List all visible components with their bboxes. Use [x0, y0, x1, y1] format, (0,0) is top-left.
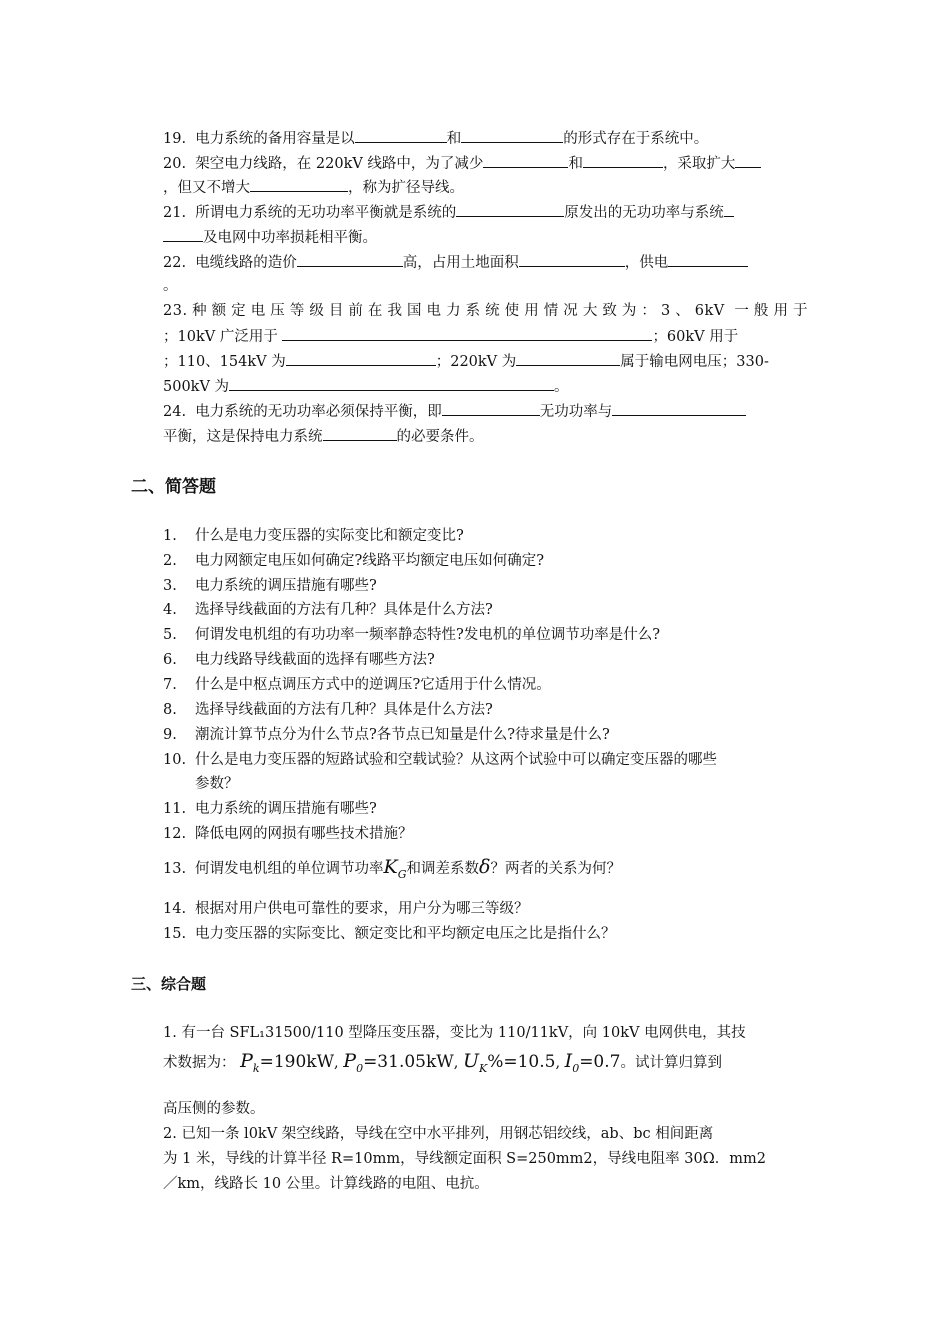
- answer-blank[interactable]: [282, 326, 652, 341]
- answer-blank[interactable]: [461, 128, 563, 143]
- kg-symbol: $K_G$: [383, 856, 407, 881]
- problem-2-line1: 2. 已知一条 l0kV 架空线路，导线在空中水平排列，用钢芯铝绞线，ab、bc 相间距离: [163, 1126, 714, 1142]
- answer-blank[interactable]: [250, 177, 348, 192]
- section-title-short-answer: 二、简答题: [131, 477, 216, 497]
- list-item: 15. 电力变压器的实际变比、额定变比和平均额定电压之比是指什么？: [163, 926, 616, 942]
- p0-formula: $P_0=31.05kW$: [343, 1050, 454, 1075]
- fill-question-24-cont: 平衡，这是保持电力系统 的必要条件。: [163, 426, 808, 447]
- fill-question-21-cont: 及电网中功率损耗相平衡。: [163, 227, 808, 248]
- list-item: 6. 电力线路导线截面的选择有哪些方法?: [163, 652, 435, 668]
- list-item: 4. 选择导线截面的方法有几种？具体是什么方法?: [163, 602, 493, 618]
- answer-blank[interactable]: [442, 401, 540, 416]
- list-item: 11. 电力系统的调压措施有哪些?: [163, 801, 377, 817]
- problem-1-line1: 1. 有一台 SFL₁31500/110 型降压变压器，变比为 110/11kV，向 10kV 电网供电，其技: [163, 1025, 746, 1041]
- answer-blank[interactable]: [668, 252, 748, 267]
- answer-blank[interactable]: [735, 153, 761, 168]
- list-item: 5. 何谓发电机组的有功功率一频率静态特性?发电机的单位调节功率是什么?: [163, 627, 661, 643]
- answer-blank[interactable]: [229, 376, 554, 391]
- answer-blank[interactable]: [456, 202, 564, 217]
- problem-1-line3: 高压侧的参数。: [163, 1101, 265, 1117]
- answer-blank[interactable]: [516, 351, 620, 366]
- list-item: 7. 什么是中枢点调压方式中的逆调压?它适用于什么情况。: [163, 677, 551, 693]
- fill-question-19: 19. 电力系统的备用容量是以 和 的形式存在于系统中。: [163, 128, 808, 149]
- list-item: 12. 降低电网的网损有哪些技术措施？: [163, 826, 413, 842]
- fill-question-22: 22. 电缆线路的造价 高，占用土地面积 ，供电: [163, 252, 808, 273]
- fill-question-23-cont1: ；10kV 广泛用于 ；60kV 用于: [163, 326, 808, 347]
- uk-formula: $U_K\%=10.5$: [462, 1050, 556, 1075]
- answer-blank[interactable]: [519, 252, 625, 267]
- list-item: 9. 潮流计算节点分为什么节点?各节点已知量是什么?待求量是什么?: [163, 727, 610, 743]
- list-item: 8. 选择导线截面的方法有几种？具体是什么方法?: [163, 702, 493, 718]
- answer-blank[interactable]: [297, 252, 403, 267]
- section-title-comprehensive: 三、综合题: [131, 975, 207, 993]
- list-item: 14. 根据对用户供电可靠性的要求，用户分为哪三等级？: [163, 901, 529, 917]
- fill-question-24: 24. 电力系统的无功功率必须保持平衡，即 无功功率与: [163, 401, 808, 422]
- list-item: 1. 什么是电力变压器的实际变比和额定变比?: [163, 528, 464, 544]
- problem-2-line3: ／km，线路长 10 公里。计算线路的电阻、电抗。: [163, 1176, 489, 1192]
- list-item: 参数？: [195, 776, 239, 792]
- fill-question-22-cont: 。: [163, 278, 178, 294]
- fill-question-23-cont2: ；110、154kV 为 ；220kV 为 属于输电网电压；330-: [163, 351, 808, 372]
- delta-symbol: δ: [479, 856, 491, 878]
- fill-question-23-cont3: 500kV 为 。: [163, 376, 808, 397]
- answer-blank[interactable]: [355, 128, 447, 143]
- pk-formula: $P_k=190kW$: [240, 1050, 335, 1075]
- fill-question-20-cont: ，但又不增大 ，称为扩径导线。: [163, 177, 808, 198]
- answer-blank[interactable]: [724, 202, 734, 217]
- answer-blank[interactable]: [286, 351, 436, 366]
- problem-1-line2: 术数据为： $P_k=190kW$, $P_0=31.05kW$, $U_K\%=10.5$, $I_0=0.7$。试计算归算到: [163, 1050, 722, 1075]
- i0-formula: $I_0=0.7$: [564, 1050, 621, 1075]
- fill-question-23: 23.种额定电压等级目前在我国电力系统使用情况大致为：3、6kV 一般用于: [163, 303, 808, 319]
- list-item-q13: 13. 何谓发电机组的单位调节功率$K_G$和调差系数δ？两者的关系为何？: [163, 856, 621, 881]
- answer-blank[interactable]: [583, 153, 663, 168]
- list-item: 3. 电力系统的调压措施有哪些?: [163, 578, 377, 594]
- list-item: 2. 电力网额定电压如何确定?线路平均额定电压如何确定?: [163, 553, 545, 569]
- answer-blank[interactable]: [612, 401, 746, 416]
- fill-question-21: 21. 所谓电力系统的无功功率平衡就是系统的 原发出的无功功率与系统: [163, 202, 808, 223]
- answer-blank[interactable]: [483, 153, 568, 168]
- answer-blank[interactable]: [323, 426, 397, 441]
- answer-blank[interactable]: [163, 227, 203, 242]
- fill-question-20: 20. 架空电力线路，在 220kV 线路中，为了减少 和 ，采取扩大: [163, 153, 808, 174]
- problem-2-line2: 为 1 米，导线的计算半径 R=10mm，导线额定面积 S=250mm2，导线电阻率 30Ω．mm2: [163, 1151, 766, 1167]
- list-item: 10. 什么是电力变压器的短路试验和空载试验？从这两个试验中可以确定变压器的哪些: [163, 752, 717, 768]
